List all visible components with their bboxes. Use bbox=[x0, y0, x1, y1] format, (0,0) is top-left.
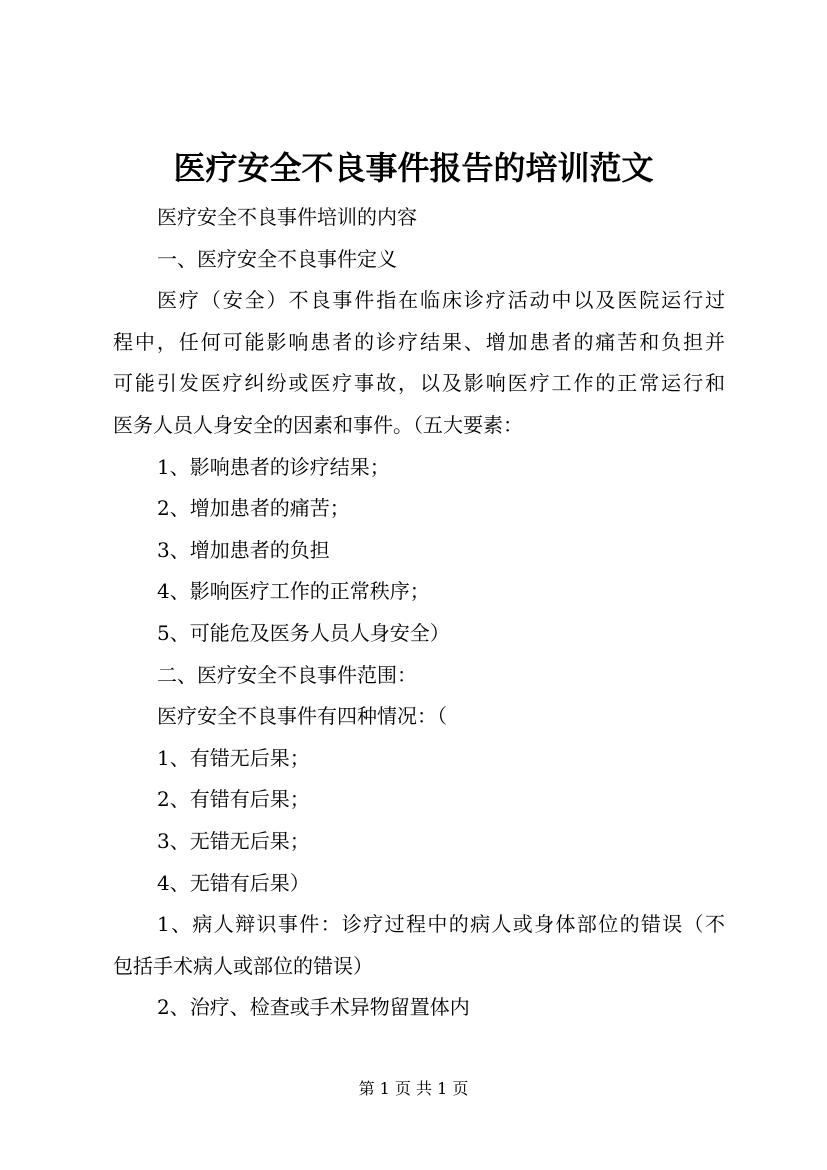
list-item: 3、增加患者的负担 bbox=[157, 537, 330, 562]
list-item: 2、有错有后果； bbox=[157, 787, 310, 812]
document-title: 医疗安全不良事件报告的培训范文 bbox=[173, 149, 654, 187]
paragraph-line: 可能引发医疗纠纷或医疗事故，以及影响医疗工作的正常运行和 bbox=[113, 371, 725, 396]
section-heading: 二、医疗安全不良事件范围： bbox=[157, 662, 417, 687]
list-item: 4、影响医疗工作的正常秩序； bbox=[157, 579, 430, 604]
document-body bbox=[113, 197, 725, 1029]
list-item: 2、增加患者的痛苦； bbox=[157, 496, 350, 521]
paragraph-line: 医疗（安全）不良事件指在临床诊疗活动中以及医院运行过 bbox=[157, 288, 725, 313]
list-item: 1、有错无后果； bbox=[157, 745, 310, 770]
list-item: 1、病人辩识事件：诊疗过程中的病人或身体部位的错误（不 bbox=[157, 912, 725, 937]
paragraph-line: 包括手术病人或部位的错误） bbox=[113, 953, 373, 978]
paragraph-line: 程中，任何可能影响患者的诊疗结果、增加患者的痛苦和负担并 bbox=[113, 329, 725, 354]
list-item: 1、影响患者的诊疗结果； bbox=[157, 454, 390, 479]
paragraph-line: 医务人员人身安全的因素和事件。（五大要素： bbox=[113, 412, 523, 437]
list-item: 2、治疗、检查或手术异物留置体内 bbox=[157, 995, 470, 1020]
section-heading: 一、医疗安全不良事件定义 bbox=[157, 246, 397, 271]
list-item: 5、可能危及医务人员人身安全） bbox=[157, 620, 450, 645]
paragraph-line: 医疗安全不良事件培训的内容 bbox=[157, 205, 417, 229]
list-item: 3、无错无后果； bbox=[157, 828, 310, 853]
list-item: 4、无错有后果） bbox=[157, 870, 310, 895]
paragraph-line: 医疗安全不良事件有四种情况：（ bbox=[157, 704, 447, 729]
page-footer: 第 1 页 共 1 页 bbox=[358, 1079, 469, 1098]
